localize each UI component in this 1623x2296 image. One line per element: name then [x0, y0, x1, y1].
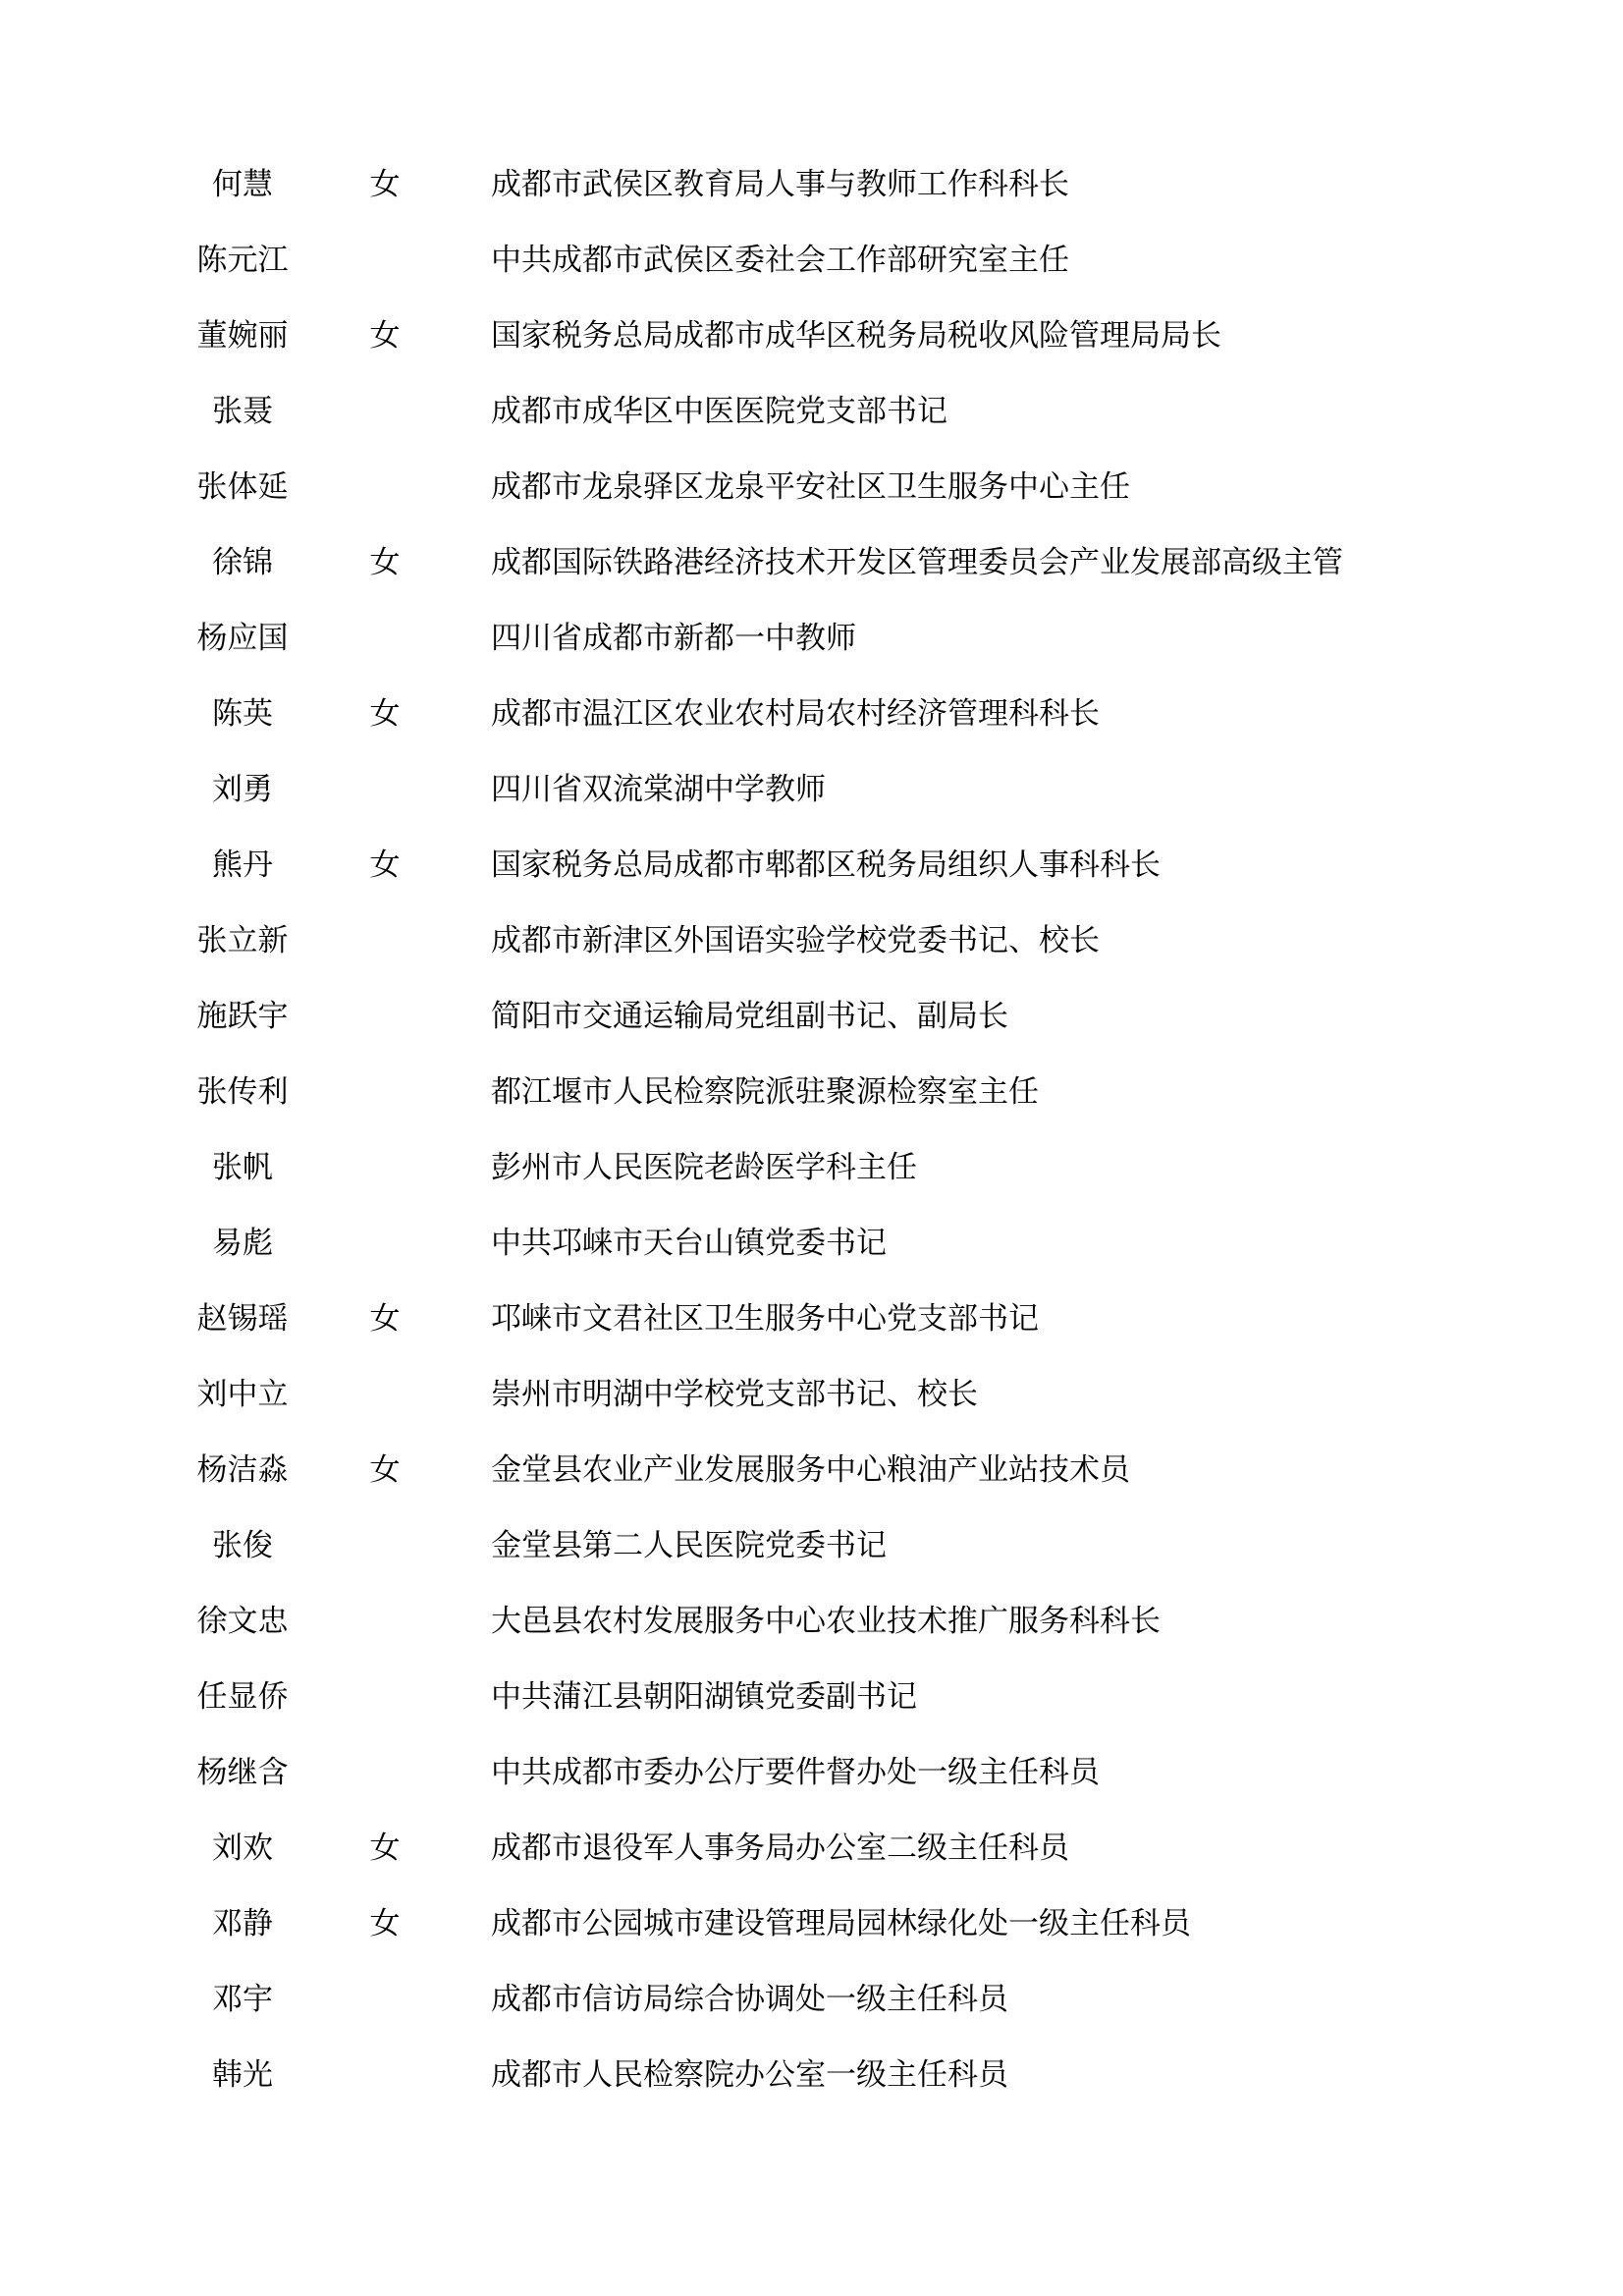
person-title: 成都国际铁路港经济技术开发区管理委员会产业发展部高级主管 [491, 545, 1343, 579]
person-title: 成都市龙泉驿区龙泉平安社区卫生服务中心主任 [491, 469, 1130, 504]
roster-row [0, 1886, 1623, 1961]
person-name: 张俊 [212, 1528, 273, 1562]
person-title: 金堂县农业产业发展服务中心粮油产业站技术员 [491, 1452, 1130, 1487]
person-name: 张传利 [196, 1074, 289, 1109]
person-name: 何慧 [212, 167, 273, 201]
person-gender: 女 [369, 1452, 401, 1487]
roster-row [0, 2037, 1623, 2112]
person-title: 金堂县第二人民医院党委书记 [491, 1528, 887, 1562]
person-gender: 女 [369, 167, 401, 201]
person-name: 张帆 [212, 1150, 273, 1184]
roster-row [0, 1583, 1623, 1659]
roster-row [0, 1054, 1623, 1129]
roster-row [0, 1734, 1623, 1810]
person-title: 成都市武侯区教育局人事与教师工作科科长 [491, 167, 1069, 201]
person-title: 崇州市明湖中学校党支部书记、校长 [491, 1377, 978, 1411]
person-name: 杨应国 [196, 621, 289, 655]
roster-row [0, 827, 1623, 902]
person-name: 陈元江 [196, 243, 289, 277]
person-title: 中共邛崃市天台山镇党委书记 [491, 1226, 887, 1260]
person-name: 邓静 [212, 1906, 273, 1941]
person-title: 国家税务总局成都市郫都区税务局组织人事科科长 [491, 847, 1161, 882]
person-name: 邓宇 [212, 1982, 273, 2016]
roster-row [0, 1961, 1623, 2037]
roster-row [0, 600, 1623, 676]
person-title: 成都市人民检察院办公室一级主任科员 [491, 2057, 1008, 2092]
roster-row [0, 1432, 1623, 1507]
person-name: 施跃宇 [196, 999, 289, 1033]
person-name: 刘勇 [212, 772, 273, 806]
person-name: 任显侨 [196, 1679, 289, 1714]
person-name: 徐文忠 [196, 1604, 289, 1638]
person-title: 都江堰市人民检察院派驻聚源检察室主任 [491, 1074, 1039, 1109]
person-title: 简阳市交通运输局党组副书记、副局长 [491, 999, 1008, 1033]
roster-row [0, 1810, 1623, 1886]
person-gender: 女 [369, 696, 401, 731]
person-gender: 女 [369, 847, 401, 882]
roster-row [0, 751, 1623, 827]
roster-row [0, 676, 1623, 751]
person-name: 张立新 [196, 923, 289, 957]
person-title: 国家税务总局成都市成华区税务局税收风险管理局局长 [491, 318, 1221, 353]
person-gender: 女 [369, 1831, 401, 1865]
person-name: 刘中立 [196, 1377, 289, 1411]
person-title: 成都市温江区农业农村局农村经济管理科科长 [491, 696, 1100, 731]
roster-row [0, 1205, 1623, 1281]
person-title: 成都市退役军人事务局办公室二级主任科员 [491, 1831, 1069, 1865]
person-gender: 女 [369, 1906, 401, 1941]
person-title: 成都市信访局综合协调处一级主任科员 [491, 1982, 1008, 2016]
roster-row [0, 1659, 1623, 1734]
person-title: 彭州市人民医院老龄医学科主任 [491, 1150, 917, 1184]
person-name: 陈英 [212, 696, 273, 731]
person-title: 四川省双流棠湖中学教师 [491, 772, 826, 806]
person-name: 张聂 [212, 394, 273, 428]
roster-row [0, 524, 1623, 600]
roster-row [0, 1356, 1623, 1432]
person-title: 成都市新津区外国语实验学校党委书记、校长 [491, 923, 1100, 957]
person-name: 韩光 [212, 2057, 273, 2092]
roster-row [0, 1507, 1623, 1583]
roster-row [0, 902, 1623, 978]
person-title: 中共蒲江县朝阳湖镇党委副书记 [491, 1679, 917, 1714]
person-title: 中共成都市武侯区委社会工作部研究室主任 [491, 243, 1069, 277]
person-name: 徐锦 [212, 545, 273, 579]
roster-list [0, 146, 1623, 2112]
person-title: 大邑县农村发展服务中心农业技术推广服务科科长 [491, 1604, 1161, 1638]
person-name: 张体延 [196, 469, 289, 504]
person-name: 杨继含 [196, 1755, 289, 1789]
person-gender: 女 [369, 545, 401, 579]
roster-row [0, 978, 1623, 1054]
roster-row [0, 1281, 1623, 1356]
roster-row [0, 1129, 1623, 1205]
roster-row [0, 449, 1623, 524]
person-name: 赵锡瑶 [196, 1301, 289, 1336]
roster-row [0, 146, 1623, 222]
roster-row [0, 373, 1623, 449]
person-title: 邛崃市文君社区卫生服务中心党支部书记 [491, 1301, 1039, 1336]
person-title: 成都市公园城市建设管理局园林绿化处一级主任科员 [491, 1906, 1191, 1941]
person-title: 中共成都市委办公厅要件督办处一级主任科员 [491, 1755, 1100, 1789]
person-title: 成都市成华区中医医院党支部书记 [491, 394, 947, 428]
person-gender: 女 [369, 1301, 401, 1336]
person-name: 刘欢 [212, 1831, 273, 1865]
person-title: 四川省成都市新都一中教师 [491, 621, 856, 655]
roster-row [0, 222, 1623, 298]
roster-row [0, 298, 1623, 373]
person-name: 易彪 [212, 1226, 273, 1260]
person-gender: 女 [369, 318, 401, 353]
person-name: 董婉丽 [196, 318, 289, 353]
person-name: 杨洁淼 [196, 1452, 289, 1487]
person-name: 熊丹 [212, 847, 273, 882]
